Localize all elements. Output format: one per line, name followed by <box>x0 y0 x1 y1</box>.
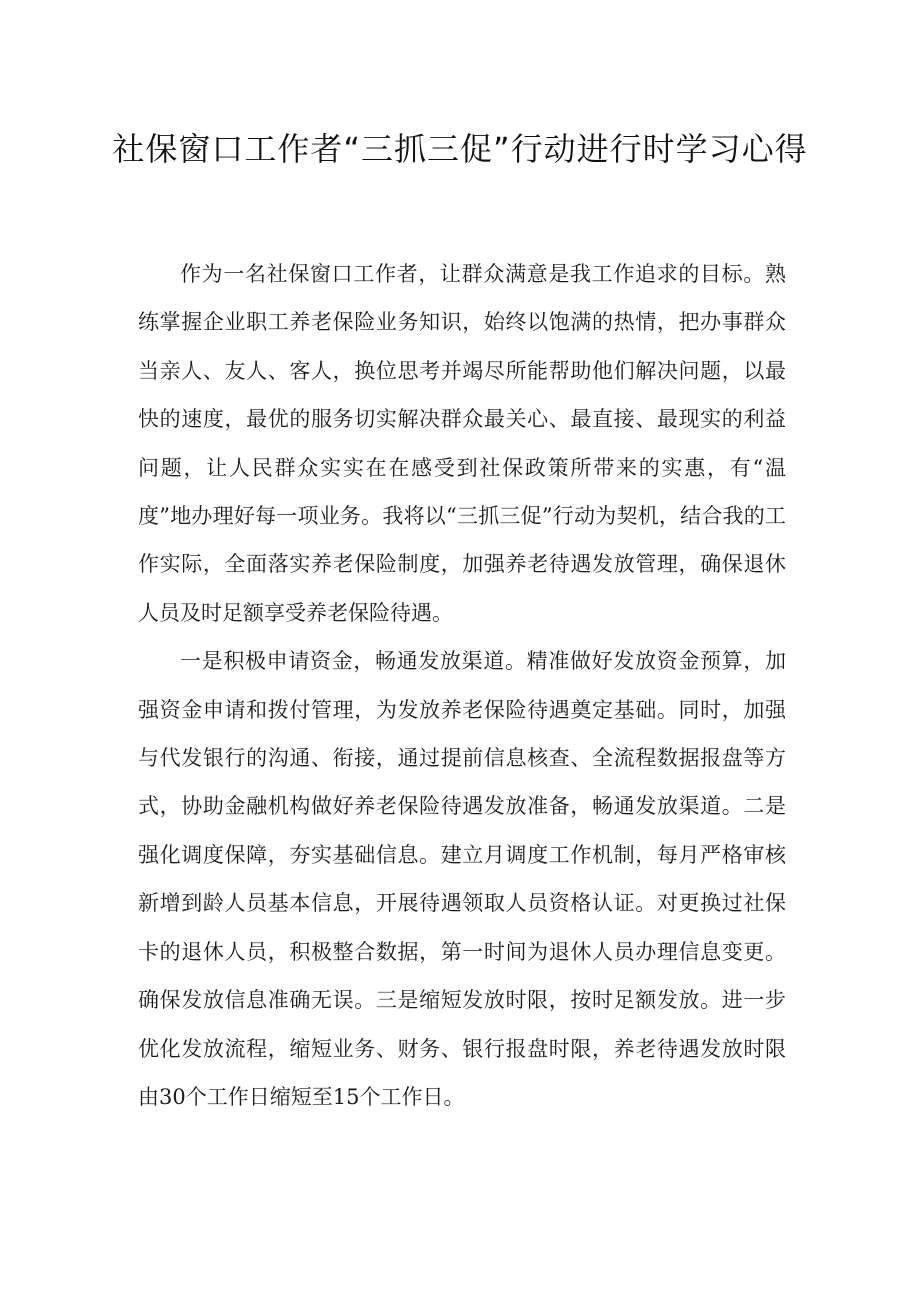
paragraph-measures: 一是积极申请资金，畅通发放渠道。精准做好发放资金预算，加强资金申请和拨付管理，为发放养老保险待遇奠定基础。同时，加强与代发银行的沟通、衔接，通过提前信息核查、全流程数据报盘等方式，协助金融机构做好养老保险待遇发放准备，畅通发放渠道。二是强化调度保障，夯实基础信息。建立月调度工作机制，每月严格审核新增到龄人员基本信息，开展待遇领取人员资格认证。对更换过社保卡的退休人员，积极整合数据，第一时间为退休人员办理信息变更。确保发放信息准确无误。三是缩短发放时限，按时足额发放。进一步优化发放流程，缩短业务、财务、银行报盘时限，养老待遇发放时限由30个工作日缩短至15个工作日。 <box>138 649 786 1109</box>
document-title: 社保窗口工作者“三抓三促”行动进行时学习心得 <box>112 130 808 168</box>
paragraph-intro: 作为一名社保窗口工作者，让群众满意是我工作追求的目标。熟练掌握企业职工养老保险业务知识，始终以饱满的热情，把办事群众当亲人、友人、客人，换位思考并竭尽所能帮助他们解决问题，以最快的速度，最优的服务切实解决群众最关心、最直接、最现实的利益问题，让人民群众实实在在感受到社保政策所带来的实惠，有“温度”地办理好每一项业务。我将以“三抓三促”行动为契机，结合我的工作实际，全面落实养老保险制度，加强养老待遇发放管理，确保退休人员及时足额享受养老保险待遇。 <box>138 262 786 625</box>
document-body <box>138 250 786 1121</box>
